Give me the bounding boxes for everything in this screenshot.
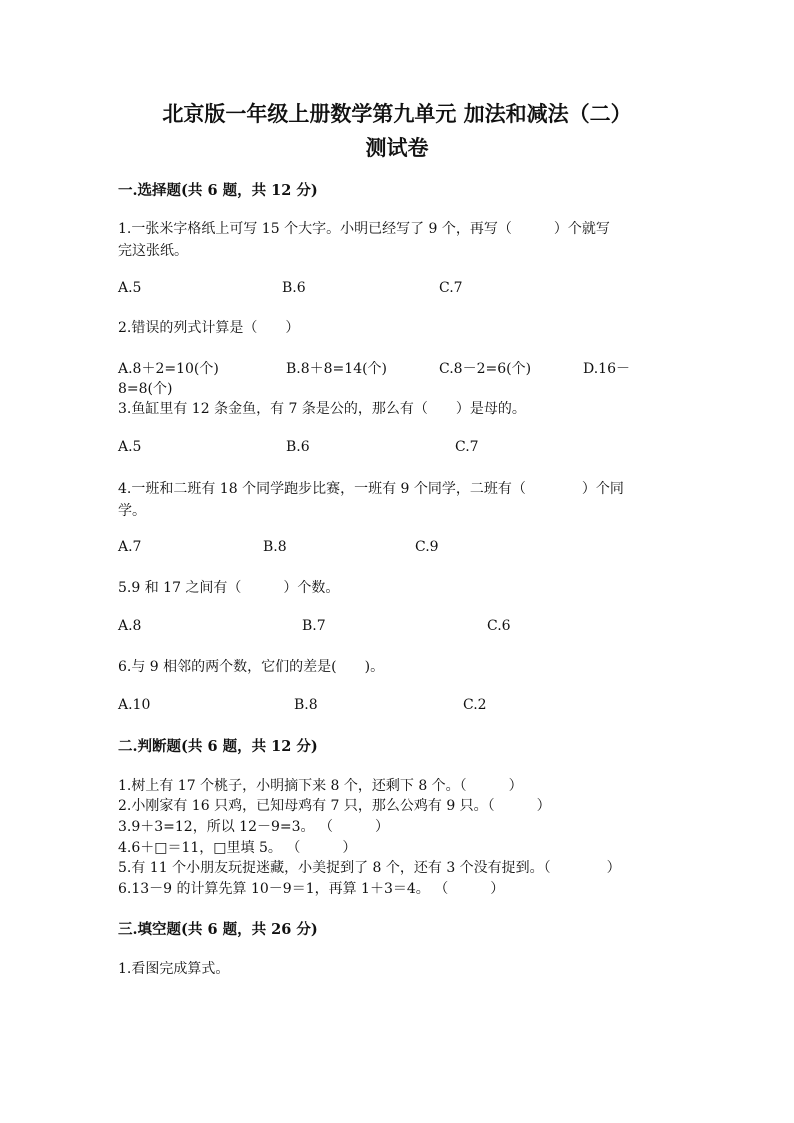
judge-item: 1.树上有 17 个桃子，小明摘下来 8 个，还剩下 8 个。（ ） xyxy=(118,778,523,794)
option-c: C.8－2=6(个) xyxy=(439,361,532,377)
judge-item: 3.9＋3=12，所以 12－9=3。 （ ） xyxy=(118,819,389,835)
question-stem: 1.一张米字格纸上可写 15 个大字。小明已经写了 9 个，再写（ ）个就写 xyxy=(118,221,610,237)
option-b: B.8＋8=14(个) xyxy=(286,361,388,377)
judge-item: 4.6＋□＝11，□里填 5。 （ ） xyxy=(118,840,357,856)
option-a: A.8＋2=10(个) xyxy=(118,361,219,377)
section-heading-fill: 三.填空题(共 6 题，共 26 分) xyxy=(118,921,318,938)
option-c: C.7 xyxy=(439,280,463,296)
page-subtitle: 测试卷 xyxy=(365,135,429,160)
option-c: C.6 xyxy=(487,618,511,634)
page-title: 北京版一年级上册数学第九单元 加法和减法（二） xyxy=(162,101,632,126)
option-b: B.6 xyxy=(286,439,310,455)
judge-item: 5.有 11 个小朋友玩捉迷藏，小美捉到了 8 个，还有 3 个没有捉到。（ ） xyxy=(118,860,621,876)
question-stem: 6.与 9 相邻的两个数，它们的差是( )。 xyxy=(118,659,385,675)
question-stem: 3.鱼缸里有 12 条金鱼，有 7 条是公的，那么有（ ）是母的。 xyxy=(118,401,526,417)
option-c: C.2 xyxy=(463,697,487,713)
section-heading-judge: 二.判断题(共 6 题，共 12 分) xyxy=(118,738,318,755)
fill-item: 1.看图完成算式。 xyxy=(118,961,230,977)
question-stem: 4.一班和二班有 18 个同学跑步比赛，一班有 9 个同学，二班有（ ）个同 xyxy=(118,481,624,497)
option-b: B.7 xyxy=(302,618,326,634)
option-a: A.5 xyxy=(118,439,142,455)
option-a: A.5 xyxy=(118,280,142,296)
question-stem-cont: 学。 xyxy=(118,503,146,519)
option-b: B.8 xyxy=(263,539,287,555)
judge-item: 6.13－9 的计算先算 10－9＝1，再算 1＋3＝4。 （ ） xyxy=(118,881,505,897)
question-stem: 5.9 和 17 之间有（ ）个数。 xyxy=(118,580,340,596)
option-a: A.7 xyxy=(118,539,142,555)
option-b: B.8 xyxy=(294,697,318,713)
section-heading-choice: 一.选择题(共 6 题，共 12 分) xyxy=(118,182,318,199)
option-a: A.8 xyxy=(118,618,142,634)
question-stem: 2.错误的列式计算是（ ） xyxy=(118,320,300,336)
option-b: B.6 xyxy=(282,280,306,296)
option-d-wrap: 8=8(个) xyxy=(118,381,173,397)
option-c: C.7 xyxy=(455,439,479,455)
option-a: A.10 xyxy=(118,697,151,713)
option-d: D.16－ xyxy=(583,361,630,377)
option-c: C.9 xyxy=(415,539,439,555)
question-stem-cont: 完这张纸。 xyxy=(118,243,188,259)
judge-item: 2.小刚家有 16 只鸡，已知母鸡有 7 只，那么公鸡有 9 只。（ ） xyxy=(118,798,551,814)
